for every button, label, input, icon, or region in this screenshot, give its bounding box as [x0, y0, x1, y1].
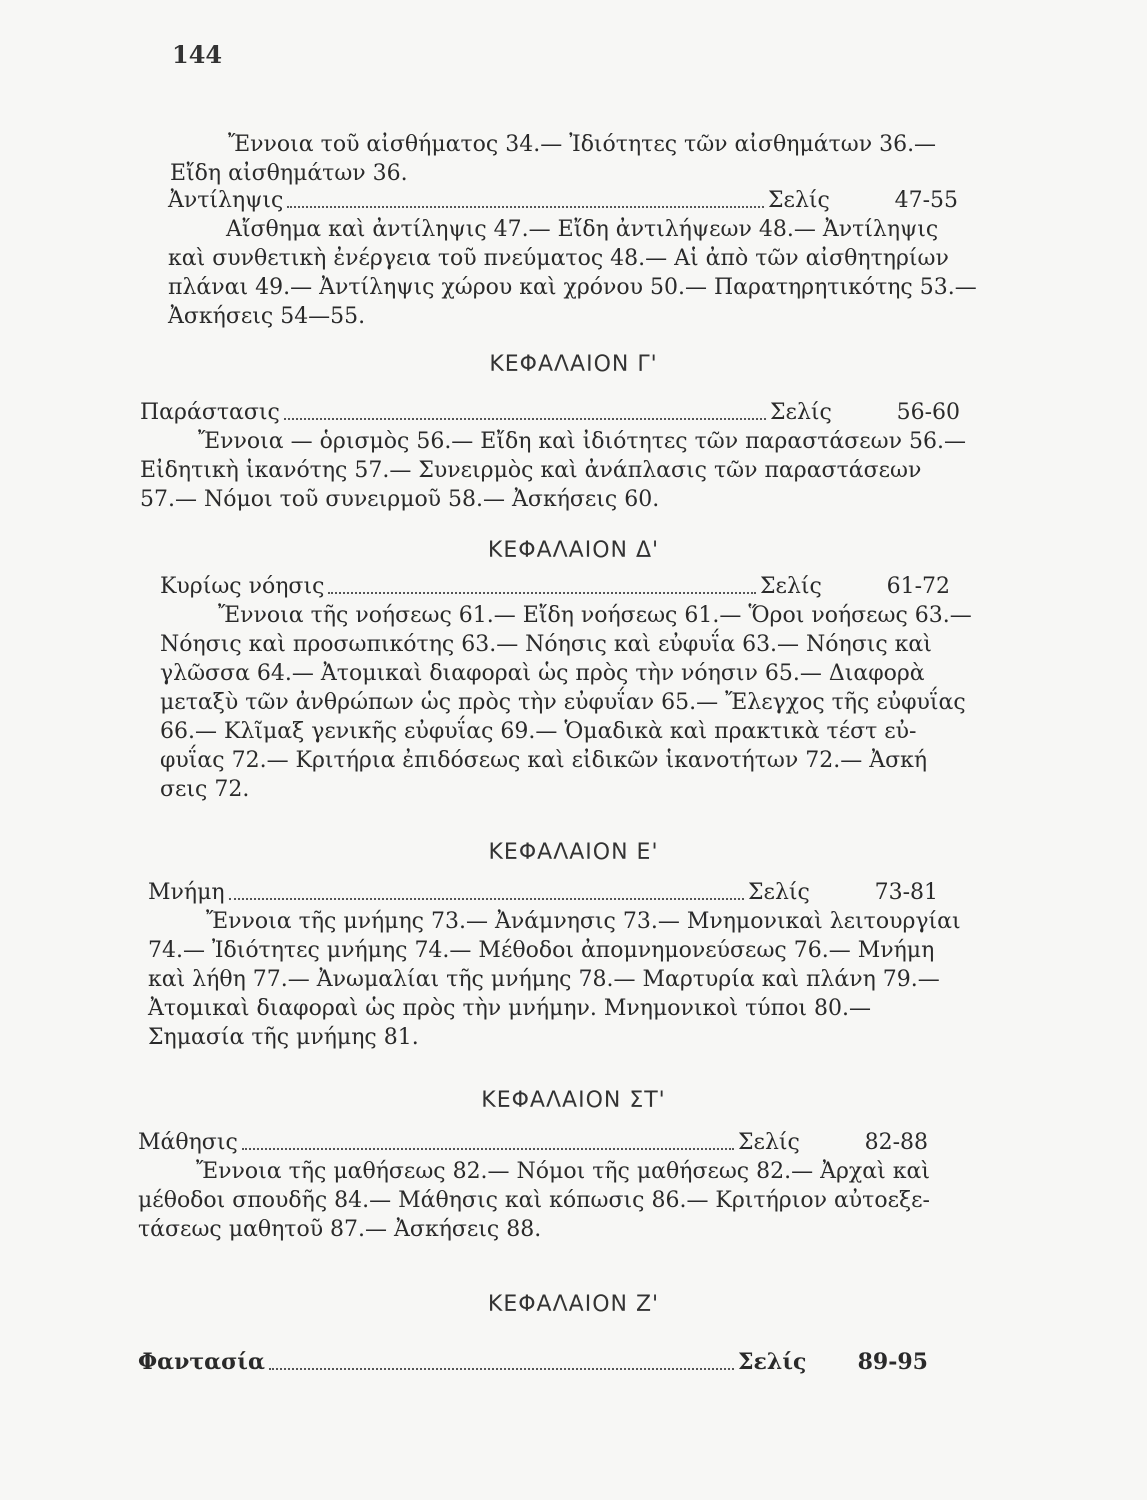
dot-leader — [284, 418, 766, 420]
toc-entry-title: Μάθησις — [138, 1130, 238, 1155]
toc-entry — [138, 1348, 928, 1377]
toc-section-mathisis — [138, 1128, 928, 1244]
chapter-heading: ΚΕΦΑΛΑΙΟΝ Δ' — [487, 538, 660, 563]
page-range: 73-81 — [874, 880, 938, 905]
toc-entry-title: Φαντασία — [138, 1349, 265, 1375]
chapter-heading: ΚΕΦΑΛΑΙΟΝ Ε' — [488, 840, 659, 865]
toc-entry — [140, 398, 960, 427]
toc-line: τάσεως μαθητοῦ 87.— Ἀσκήσεις 88. — [138, 1217, 542, 1242]
toc-line: Αἴσθημα καὶ ἀντίληψις 47.— Εἴδη ἀντιλήψεων 48.— Ἀντίληψις — [226, 217, 939, 242]
page-label: Σελίς — [738, 1130, 800, 1155]
toc-section-antilipsis — [168, 186, 977, 331]
toc-entry — [160, 572, 950, 601]
toc-section-mnimi — [148, 878, 961, 1052]
toc-line: Ἀσκήσεις 54—55. — [168, 304, 366, 329]
page-label: Σελίς — [760, 574, 822, 599]
page-label: Σελίς — [770, 400, 832, 425]
toc-section-fantasia — [138, 1348, 928, 1377]
page-range: 56-60 — [896, 400, 960, 425]
page-range: 47-55 — [894, 188, 958, 213]
toc-entry-title: Παράστασις — [140, 400, 280, 425]
toc-line: φυΐας 72.— Κριτήρια ἐπιδόσεως καὶ εἰδικῶν ἱκανοτήτων 72.— Ἀσκή — [160, 748, 928, 773]
toc-line: μέθοδοι σπουδῆς 84.— Μάθησις καὶ κόπωσις 86.— Κριτήριον αὐτοεξε- — [138, 1188, 930, 1213]
toc-line: γλῶσσα 64.— Ἀτομικαὶ διαφοραὶ ὡς πρὸς τὴν νόησιν 65.— Διαφορὰ — [160, 661, 925, 686]
chapter-heading: ΚΕΦΑΛΑΙΟΝ Ζ' — [487, 1292, 660, 1317]
toc-line: Ἀτομικαὶ διαφοραὶ ὡς πρὸς τὴν μνήμην. Μνημονικοὶ τύποι 80.— — [148, 996, 871, 1021]
toc-line: καὶ λήθη 77.— Ἀνωμαλίαι τῆς μνήμης 78.— Μαρτυρία καὶ πλάνη 79.— — [148, 967, 940, 992]
toc-line: Εἴδη αἰσθημάτων 36. — [170, 161, 408, 186]
toc-line: Ἔννοια τῆς μνήμης 73.— Ἀνάμνησις 73.— Μνημονικαὶ λειτουργίαι — [206, 909, 961, 934]
page-number: 144 — [172, 40, 223, 69]
toc-line: 66.— Κλῖμαξ γενικῆς εὐφυΐας 69.— Ὁμαδικὰ καὶ πρακτικὰ τέστ εὐ- — [160, 719, 917, 744]
dot-leader — [269, 1368, 734, 1370]
toc-line: καὶ συνθετικὴ ἐνέργεια τοῦ πνεύματος 48.— Αἱ ἀπὸ τῶν αἰσθητηρίων — [168, 246, 949, 271]
toc-entry — [138, 1128, 928, 1157]
page-label: Σελίς — [768, 188, 830, 213]
toc-line: Ἔννοια — ὁρισμὸς 56.— Εἴδη καὶ ἰδιότητες τῶν παραστάσεων 56.— — [198, 429, 966, 454]
page-label: Σελίς — [738, 1349, 807, 1375]
toc-entry-title: Μνήμη — [148, 880, 225, 905]
page-range: 82-88 — [864, 1130, 928, 1155]
dot-leader — [242, 1148, 734, 1150]
toc-line: πλάναι 49.— Ἀντίληψις χώρου καὶ χρόνου 50.— Παρατηρητικότης 53.— — [168, 275, 977, 300]
dot-leader — [229, 898, 744, 900]
dot-leader — [287, 206, 764, 208]
chapter-heading: ΚΕΦΑΛΑΙΟΝ ΣΤ' — [481, 1088, 666, 1113]
toc-line: 57.— Νόμοι τοῦ συνειρμοῦ 58.— Ἀσκήσεις 60. — [140, 487, 660, 512]
toc-line: Νόησις καὶ προσωπικότης 63.— Νόησις καὶ εὐφυΐα 63.— Νόησις καὶ — [160, 632, 932, 657]
toc-line: μεταξὺ τῶν ἀνθρώπων ὡς πρὸς τὴν εὐφυΐαν 65.— Ἔλεγχος τῆς εὐφυΐας — [160, 690, 966, 715]
page-range: 61-72 — [886, 574, 950, 599]
toc-line: 74.— Ἰδιότητες μνήμης 74.— Μέθοδοι ἀπομνημονεύσεως 76.— Μνήμη — [148, 938, 935, 963]
toc-line: Εἰδητικὴ ἱκανότης 57.— Συνειρμὸς καὶ ἀνάπλασις τῶν παραστάσεων — [140, 458, 922, 483]
toc-line: Ἔννοια τοῦ αἰσθήματος 34.— Ἰδιότητες τῶν αἰσθημάτων 36.— — [228, 132, 937, 157]
toc-line: σεις 72. — [160, 777, 250, 802]
chapter-heading: ΚΕΦΑΛΑΙΟΝ Γ' — [489, 352, 658, 377]
toc-entry-title: Κυρίως νόησις — [160, 574, 325, 599]
dot-leader — [328, 592, 756, 594]
toc-line: Ἔννοια τῆς νοήσεως 61.— Εἴδη νοήσεως 61.— Ὅροι νοήσεως 63.— — [218, 603, 972, 628]
toc-entry — [168, 186, 958, 215]
page-range: 89-95 — [857, 1349, 928, 1375]
toc-line: Σημασία τῆς μνήμης 81. — [148, 1025, 419, 1050]
toc-section-parastasis — [140, 398, 966, 514]
toc-line: Ἔννοια τῆς μαθήσεως 82.— Νόμοι τῆς μαθήσεως 82.— Ἀρχαὶ καὶ — [196, 1159, 930, 1184]
toc-entry-title: Ἀντίληψις — [168, 188, 284, 213]
toc-section-noisis — [160, 572, 972, 804]
page-label: Σελίς — [748, 880, 810, 905]
intro-block — [170, 130, 937, 188]
toc-entry — [148, 878, 938, 907]
